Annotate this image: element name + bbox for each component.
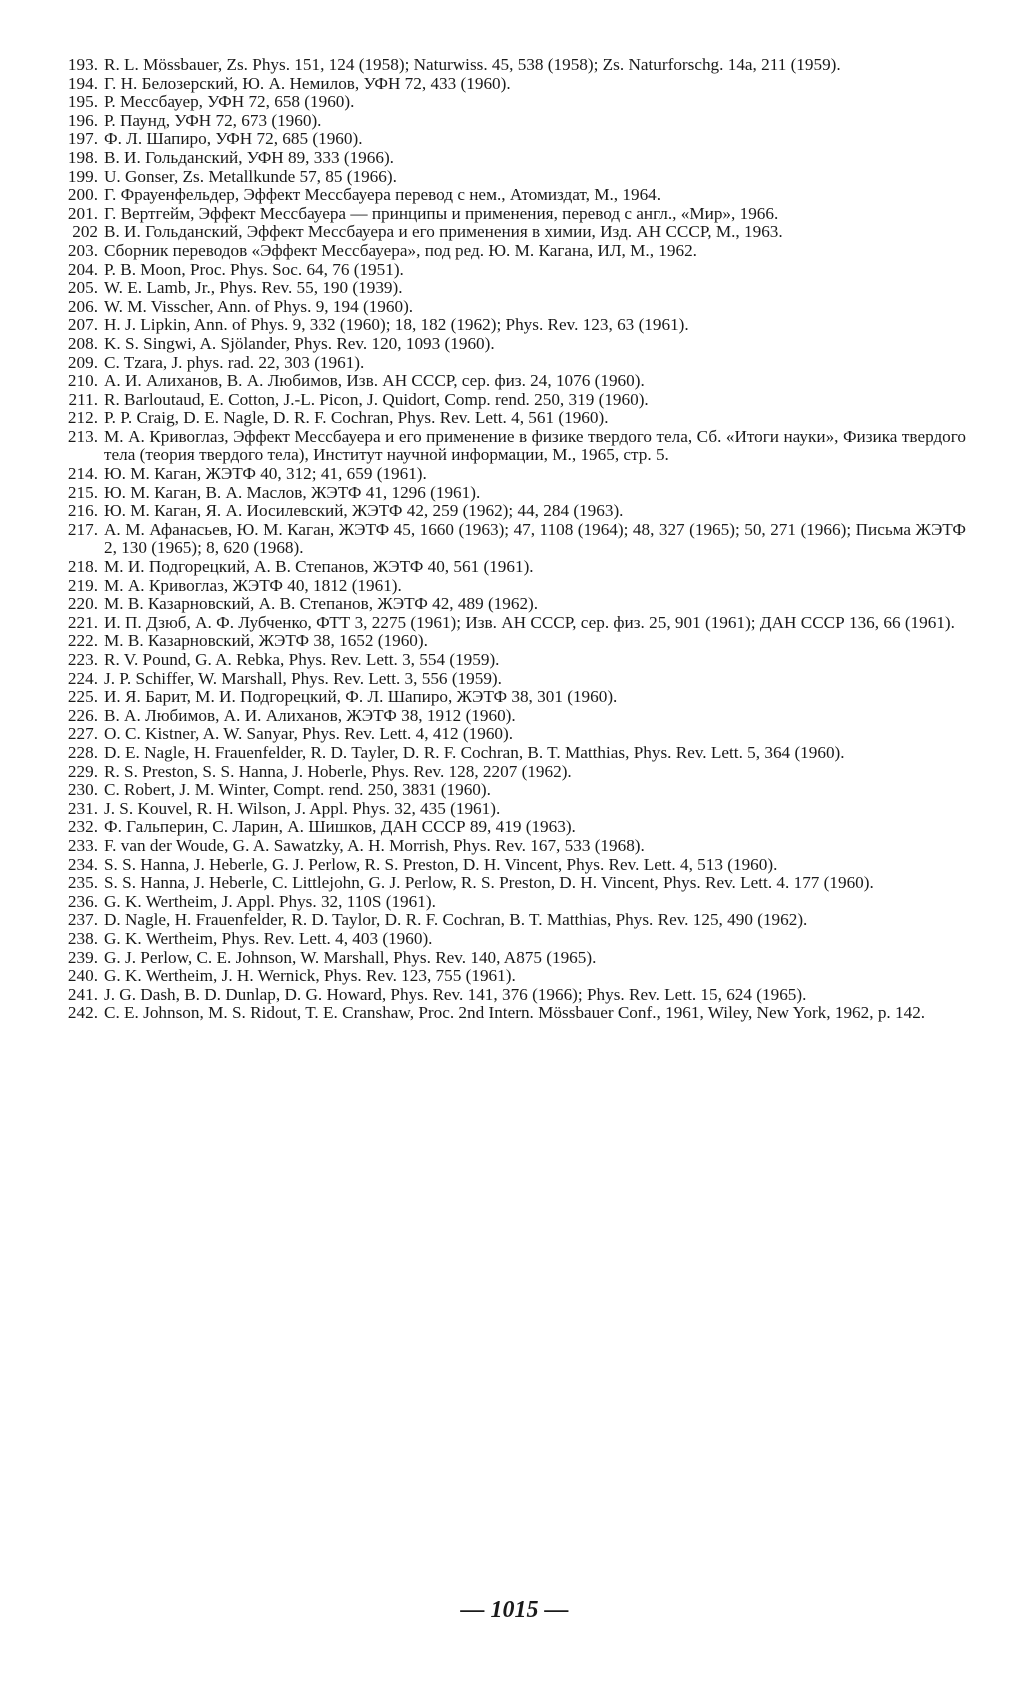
reference-entry bbox=[46, 911, 966, 930]
reference-text: В. И. Гольданский, УФН 89, 333 (1966). bbox=[104, 147, 394, 167]
reference-number: 227. bbox=[67, 724, 98, 744]
reference-number: 204. bbox=[67, 259, 98, 279]
reference-text: F. van der Woude, G. A. Sawatzky, A. H. Morrish, Phys. Rev. 167, 533 (1968). bbox=[104, 835, 645, 855]
reference-text: И. Я. Барит, М. И. Подгорецкий, Ф. Л. Шапиро, ЖЭТФ 38, 301 (1960). bbox=[104, 687, 618, 707]
reference-entry bbox=[46, 168, 966, 187]
reference-number: 242. bbox=[67, 1003, 98, 1023]
reference-entry bbox=[46, 614, 966, 633]
reference-entry bbox=[46, 874, 966, 893]
reference-entry bbox=[46, 298, 966, 317]
reference-number: 214. bbox=[67, 464, 98, 484]
reference-text: W. M. Visscher, Ann. of Phys. 9, 194 (1960). bbox=[104, 296, 414, 316]
reference-number: 211. bbox=[68, 389, 98, 409]
reference-entry bbox=[46, 670, 966, 689]
reference-text: Г. Фрауенфельдер, Эффект Мессбауера перевод с нем., Атомиздат, М., 1964. bbox=[104, 185, 662, 205]
reference-entry bbox=[46, 763, 966, 782]
reference-entry bbox=[46, 465, 966, 484]
reference-text: D. Nagle, H. Frauenfelder, R. D. Taylor, D. R. F. Cochran, B. T. Matthias, Phys. Rev. 125, 490 (1962). bbox=[104, 910, 808, 930]
reference-text: O. C. Kistner, A. W. Sanyar, Phys. Rev. Lett. 4, 412 (1960). bbox=[104, 724, 514, 744]
reference-entry bbox=[46, 112, 966, 131]
reference-text: G. K. Wertheim, J. H. Wernick, Phys. Rev. 123, 755 (1961). bbox=[104, 966, 516, 986]
reference-text: М. А. Кривоглаз, Эффект Мессбауера и его применение в физике твердого тела, Сб. «Итоги науки», Физика твердого тела (теория твердого тела), Институт научной информации, М., 1965, стр. 5. bbox=[104, 426, 966, 465]
reference-text: Ю. М. Каган, Я. А. Иосилевский, ЖЭТФ 42, 259 (1962); 44, 284 (1963). bbox=[104, 501, 624, 521]
reference-text: J. P. Schiffer, W. Marshall, Phys. Rev. Lett. 3, 556 (1959). bbox=[104, 668, 502, 688]
reference-number: 217. bbox=[67, 519, 98, 539]
reference-entry bbox=[46, 967, 966, 986]
reference-number: 235. bbox=[67, 873, 98, 893]
reference-entry bbox=[46, 205, 966, 224]
reference-entry bbox=[46, 986, 966, 1005]
reference-text: S. S. Hanna, J. Heberle, C. Littlejohn, G. J. Perlow, R. S. Preston, D. H. Vincent, Phys. Rev. Lett. 4. 177 (1960). bbox=[104, 873, 874, 893]
reference-entry bbox=[46, 409, 966, 428]
reference-entry bbox=[46, 130, 966, 149]
reference-entry bbox=[46, 632, 966, 651]
reference-number: 196. bbox=[67, 110, 98, 130]
reference-number: 212. bbox=[67, 408, 98, 428]
reference-text: В. А. Любимов, А. И. Алиханов, ЖЭТФ 38, 1912 (1960). bbox=[104, 705, 516, 725]
reference-number: 237. bbox=[67, 910, 98, 930]
reference-number: 216. bbox=[67, 501, 98, 521]
reference-text: Р. Мессбауер, УФН 72, 658 (1960). bbox=[104, 92, 355, 112]
reference-number: 225. bbox=[67, 687, 98, 707]
reference-text: G. K. Wertheim, Phys. Rev. Lett. 4, 403 (1960). bbox=[104, 928, 433, 948]
reference-entry bbox=[46, 651, 966, 670]
reference-text: Г. Вертгейм, Эффект Мессбауера — принципы и применения, перевод с англ., «Мир», 1966. bbox=[104, 203, 779, 223]
reference-number: 197. bbox=[67, 129, 98, 149]
reference-entry bbox=[46, 595, 966, 614]
reference-entry bbox=[46, 577, 966, 596]
reference-number: 206. bbox=[67, 296, 98, 316]
reference-text: C. E. Johnson, M. S. Ridout, T. E. Cranshaw, Proc. 2nd Intern. Mössbauer Conf., 1961, Wiley, New York, 1962, p. 142. bbox=[104, 1003, 926, 1023]
reference-number: 233. bbox=[67, 835, 98, 855]
reference-entry bbox=[46, 391, 966, 410]
reference-text: C. Robert, J. M. Winter, Compt. rend. 250, 3831 (1960). bbox=[104, 780, 491, 800]
reference-text: Ф. Л. Шапиро, УФН 72, 685 (1960). bbox=[104, 129, 363, 149]
reference-text: В. И. Гольданский, Эффект Мессбауера и его применения в химии, Изд. АН СССР, М., 1963. bbox=[104, 222, 783, 242]
reference-entry bbox=[46, 707, 966, 726]
reference-text: М. В. Казарновский, ЖЭТФ 38, 1652 (1960). bbox=[104, 631, 428, 651]
reference-entry bbox=[46, 56, 966, 75]
reference-number: 208. bbox=[67, 333, 98, 353]
reference-text: Ю. М. Каган, В. А. Маслов, ЖЭТФ 41, 1296 (1961). bbox=[104, 482, 481, 502]
reference-text: Ф. Гальперин, С. Ларин, А. Шишков, ДАН СССР 89, 419 (1963). bbox=[104, 817, 576, 837]
reference-entry bbox=[46, 521, 966, 558]
reference-entry bbox=[46, 800, 966, 819]
reference-text: R. V. Pound, G. A. Rebka, Phys. Rev. Lett. 3, 554 (1959). bbox=[104, 650, 500, 669]
reference-number: 199. bbox=[67, 166, 98, 186]
reference-entry bbox=[46, 279, 966, 298]
reference-number: 215. bbox=[67, 482, 98, 502]
reference-number: 239. bbox=[67, 947, 98, 967]
reference-entry bbox=[46, 725, 966, 744]
reference-text: C. Tzara, J. phys. rad. 22, 303 (1961). bbox=[104, 352, 365, 372]
reference-entry bbox=[46, 744, 966, 763]
reference-text: М. В. Казарновский, А. В. Степанов, ЖЭТФ 42, 489 (1962). bbox=[104, 594, 539, 614]
reference-entry bbox=[46, 335, 966, 354]
reference-text: J. S. Kouvel, R. H. Wilson, J. Appl. Phys. 32, 435 (1961). bbox=[104, 798, 501, 818]
reference-number: 201. bbox=[67, 203, 98, 223]
reference-entry bbox=[46, 223, 966, 242]
reference-text: И. П. Дзюб, А. Ф. Лубченко, ФТТ 3, 2275 (1961); Изв. АН СССР, сер. физ. 25, 901 (1961); ДАН СССР 136, 66 (1961). bbox=[104, 612, 955, 632]
reference-text: А. М. Афанасьев, Ю. М. Каган, ЖЭТФ 45, 1660 (1963); 47, 1108 (1964); 48, 327 (1965); 50, 271 (1966); Письма ЖЭТФ 2, 130 (1965); 8, 620 (1968). bbox=[104, 519, 966, 558]
reference-number: 218. bbox=[67, 557, 98, 577]
reference-entry bbox=[46, 837, 966, 856]
reference-list bbox=[46, 56, 966, 1023]
reference-number: 207. bbox=[67, 315, 98, 335]
reference-number: 230. bbox=[67, 780, 98, 800]
reference-entry bbox=[46, 354, 966, 373]
reference-number: 232. bbox=[67, 817, 98, 837]
reference-entry bbox=[46, 781, 966, 800]
reference-number: 213. bbox=[67, 426, 98, 446]
reference-number: 193. bbox=[67, 55, 98, 74]
reference-text: P. P. Craig, D. E. Nagle, D. R. F. Cochran, Phys. Rev. Lett. 4, 561 (1960). bbox=[104, 408, 609, 428]
reference-number: 241. bbox=[67, 984, 98, 1004]
reference-entry bbox=[46, 930, 966, 949]
reference-number: 226. bbox=[67, 705, 98, 725]
reference-entry bbox=[46, 93, 966, 112]
reference-number: 228. bbox=[67, 742, 98, 762]
reference-entry bbox=[46, 186, 966, 205]
reference-entry bbox=[46, 316, 966, 335]
reference-text: P. B. Moon, Proc. Phys. Soc. 64, 76 (1951). bbox=[104, 259, 404, 279]
reference-number: 231. bbox=[67, 798, 98, 818]
reference-entry bbox=[46, 428, 966, 465]
reference-entry bbox=[46, 261, 966, 280]
reference-entry bbox=[46, 75, 966, 94]
reference-entry bbox=[46, 1004, 966, 1023]
reference-number: 238. bbox=[67, 928, 98, 948]
reference-text: H. J. Lipkin, Ann. of Phys. 9, 332 (1960); 18, 182 (1962); Phys. Rev. 123, 63 (1961). bbox=[104, 315, 689, 335]
reference-number: 195. bbox=[67, 92, 98, 112]
reference-text: K. S. Singwi, A. Sjölander, Phys. Rev. 120, 1093 (1960). bbox=[104, 333, 495, 353]
reference-text: G. K. Wertheim, J. Appl. Phys. 32, 110S (1961). bbox=[104, 891, 436, 911]
reference-text: G. J. Perlow, C. E. Johnson, W. Marshall, Phys. Rev. 140, A875 (1965). bbox=[104, 947, 597, 967]
reference-number: 222. bbox=[67, 631, 98, 651]
reference-number: 205. bbox=[67, 278, 98, 298]
reference-text: Ю. М. Каган, ЖЭТФ 40, 312; 41, 659 (1961). bbox=[104, 464, 427, 484]
reference-text: А. И. Алиханов, В. А. Любимов, Изв. АН СССР, сер. физ. 24, 1076 (1960). bbox=[104, 371, 645, 391]
reference-text: U. Gonser, Zs. Metallkunde 57, 85 (1966). bbox=[104, 166, 397, 186]
reference-number: 200. bbox=[67, 185, 98, 205]
reference-entry bbox=[46, 149, 966, 168]
reference-number: 224. bbox=[67, 668, 98, 688]
reference-number: 203. bbox=[67, 240, 98, 260]
reference-number: 223. bbox=[67, 650, 98, 669]
reference-text: R. S. Preston, S. S. Hanna, J. Hoberle, Phys. Rev. 128, 2207 (1962). bbox=[104, 761, 572, 781]
reference-number: 209. bbox=[67, 352, 98, 372]
reference-text: R. L. Mössbauer, Zs. Phys. 151, 124 (1958); Naturwiss. 45, 538 (1958); Zs. Naturforschg. 14a, 211 (1959). bbox=[104, 55, 841, 74]
reference-text: D. E. Nagle, H. Frauenfelder, R. D. Tayler, D. R. F. Cochran, B. T. Matthias, Phys. Rev. Lett. 5, 364 (1960). bbox=[104, 742, 845, 762]
reference-number: 240. bbox=[67, 966, 98, 986]
page-number: — 1015 — bbox=[460, 1597, 569, 1623]
reference-entry bbox=[46, 949, 966, 968]
reference-entry bbox=[46, 558, 966, 577]
reference-number: 234. bbox=[67, 854, 98, 874]
reference-entry bbox=[46, 502, 966, 521]
reference-number: 221. bbox=[67, 612, 98, 632]
reference-text: М. А. Кривоглаз, ЖЭТФ 40, 1812 (1961). bbox=[104, 575, 402, 595]
reference-entry bbox=[46, 372, 966, 391]
reference-text: W. E. Lamb, Jr., Phys. Rev. 55, 190 (1939). bbox=[104, 278, 403, 298]
reference-entry bbox=[46, 484, 966, 503]
reference-number: 202 bbox=[72, 222, 98, 242]
reference-text: Сборник переводов «Эффект Мессбауера», под ред. Ю. М. Кагана, ИЛ, М., 1962. bbox=[104, 240, 697, 260]
reference-number: 219. bbox=[67, 575, 98, 595]
reference-number: 194. bbox=[67, 73, 98, 93]
reference-text: J. G. Dash, B. D. Dunlap, D. G. Howard, Phys. Rev. 141, 376 (1966); Phys. Rev. Lett. 15, 624 (1965). bbox=[104, 984, 807, 1004]
reference-entry bbox=[46, 242, 966, 261]
reference-text: М. И. Подгорецкий, А. В. Степанов, ЖЭТФ 40, 561 (1961). bbox=[104, 557, 534, 577]
reference-text: R. Barloutaud, E. Cotton, J.-L. Picon, J. Quidort, Comp. rend. 250, 319 (1960). bbox=[104, 389, 649, 409]
reference-number: 210. bbox=[67, 371, 98, 391]
reference-entry bbox=[46, 856, 966, 875]
reference-entry bbox=[46, 688, 966, 707]
reference-text: Г. Н. Белозерский, Ю. А. Немилов, УФН 72, 433 (1960). bbox=[104, 73, 511, 93]
reference-number: 229. bbox=[67, 761, 98, 781]
reference-number: 236. bbox=[67, 891, 98, 911]
reference-number: 220. bbox=[67, 594, 98, 614]
reference-number: 198. bbox=[67, 147, 98, 167]
reference-entry bbox=[46, 893, 966, 912]
reference-text: Р. Паунд, УФН 72, 673 (1960). bbox=[104, 110, 322, 130]
reference-entry bbox=[46, 818, 966, 837]
reference-text: S. S. Hanna, J. Heberle, G. J. Perlow, R. S. Preston, D. H. Vincent, Phys. Rev. Lett. 4, 513 (1960). bbox=[104, 854, 778, 874]
